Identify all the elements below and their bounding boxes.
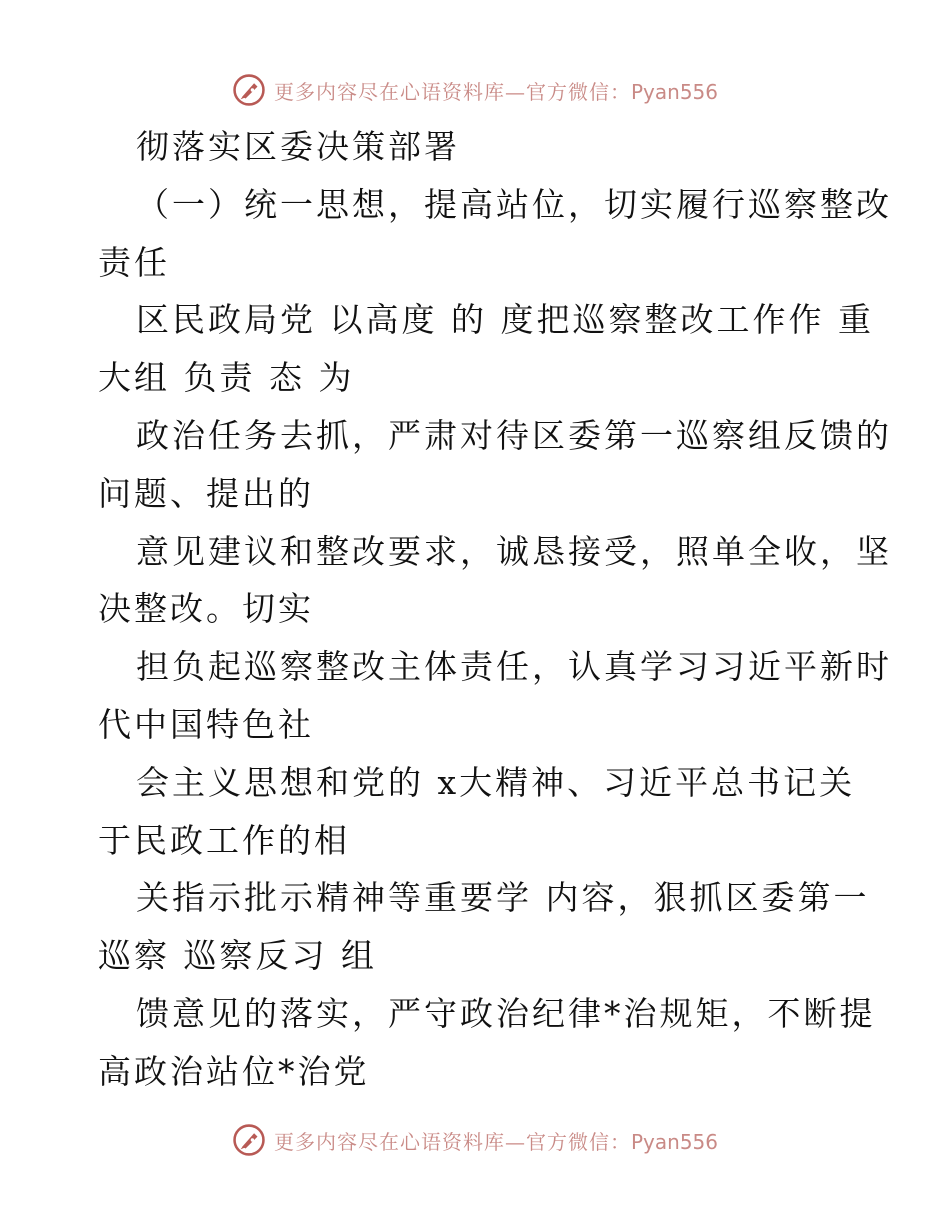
text-line: 意见建议和整改要求，诚恳接受，照单全收，坚	[136, 531, 892, 571]
text-line: 关指示批示精神等重要学 内容，狠抓区委第一	[136, 878, 870, 918]
text-line: 彻落实区委决策部署	[136, 127, 460, 166]
watermark-text: 更多内容尽在心语资料库—官方微信：Pyan556	[273, 1129, 718, 1154]
pen-nib-logo-icon	[232, 73, 266, 107]
text-line: 问题、提出的	[98, 473, 314, 513]
watermark-text: 更多内容尽在心语资料库—官方微信：Pyan556	[273, 79, 718, 104]
text-line: 于民政工作的相	[98, 820, 350, 860]
text-line: 馈意见的落实，严守政治纪律*治规矩，不断提	[136, 993, 876, 1033]
text-line: 高政治站位*治党	[98, 1051, 370, 1091]
text-line: 区民政局党 以高度 的 度把巡察整改工作作 重	[136, 300, 874, 340]
text-line: 代中国特色社	[98, 704, 314, 744]
text-line: 责任	[98, 242, 170, 282]
text-line: 大组 负责 态 为	[98, 358, 355, 398]
header-watermark	[0, 70, 950, 110]
text-line: 担负起巡察整改主体责任，认真学习习近平新时	[136, 647, 892, 687]
text-line: 决整改。切实	[98, 589, 314, 629]
footer-watermark	[0, 1120, 950, 1160]
section-heading: （一）统一思想，提高站位，切实履行巡察整改	[136, 184, 892, 224]
text-line: 巡察 巡察反习 组	[98, 936, 377, 976]
document-body	[98, 118, 892, 1101]
text-line: 政治任务去抓，严肃对待区委第一巡察组反馈的	[136, 415, 892, 455]
text-line: 会主义思想和党的 x大精神、习近平总书记关	[136, 762, 856, 802]
pen-nib-logo-icon	[232, 1123, 266, 1157]
